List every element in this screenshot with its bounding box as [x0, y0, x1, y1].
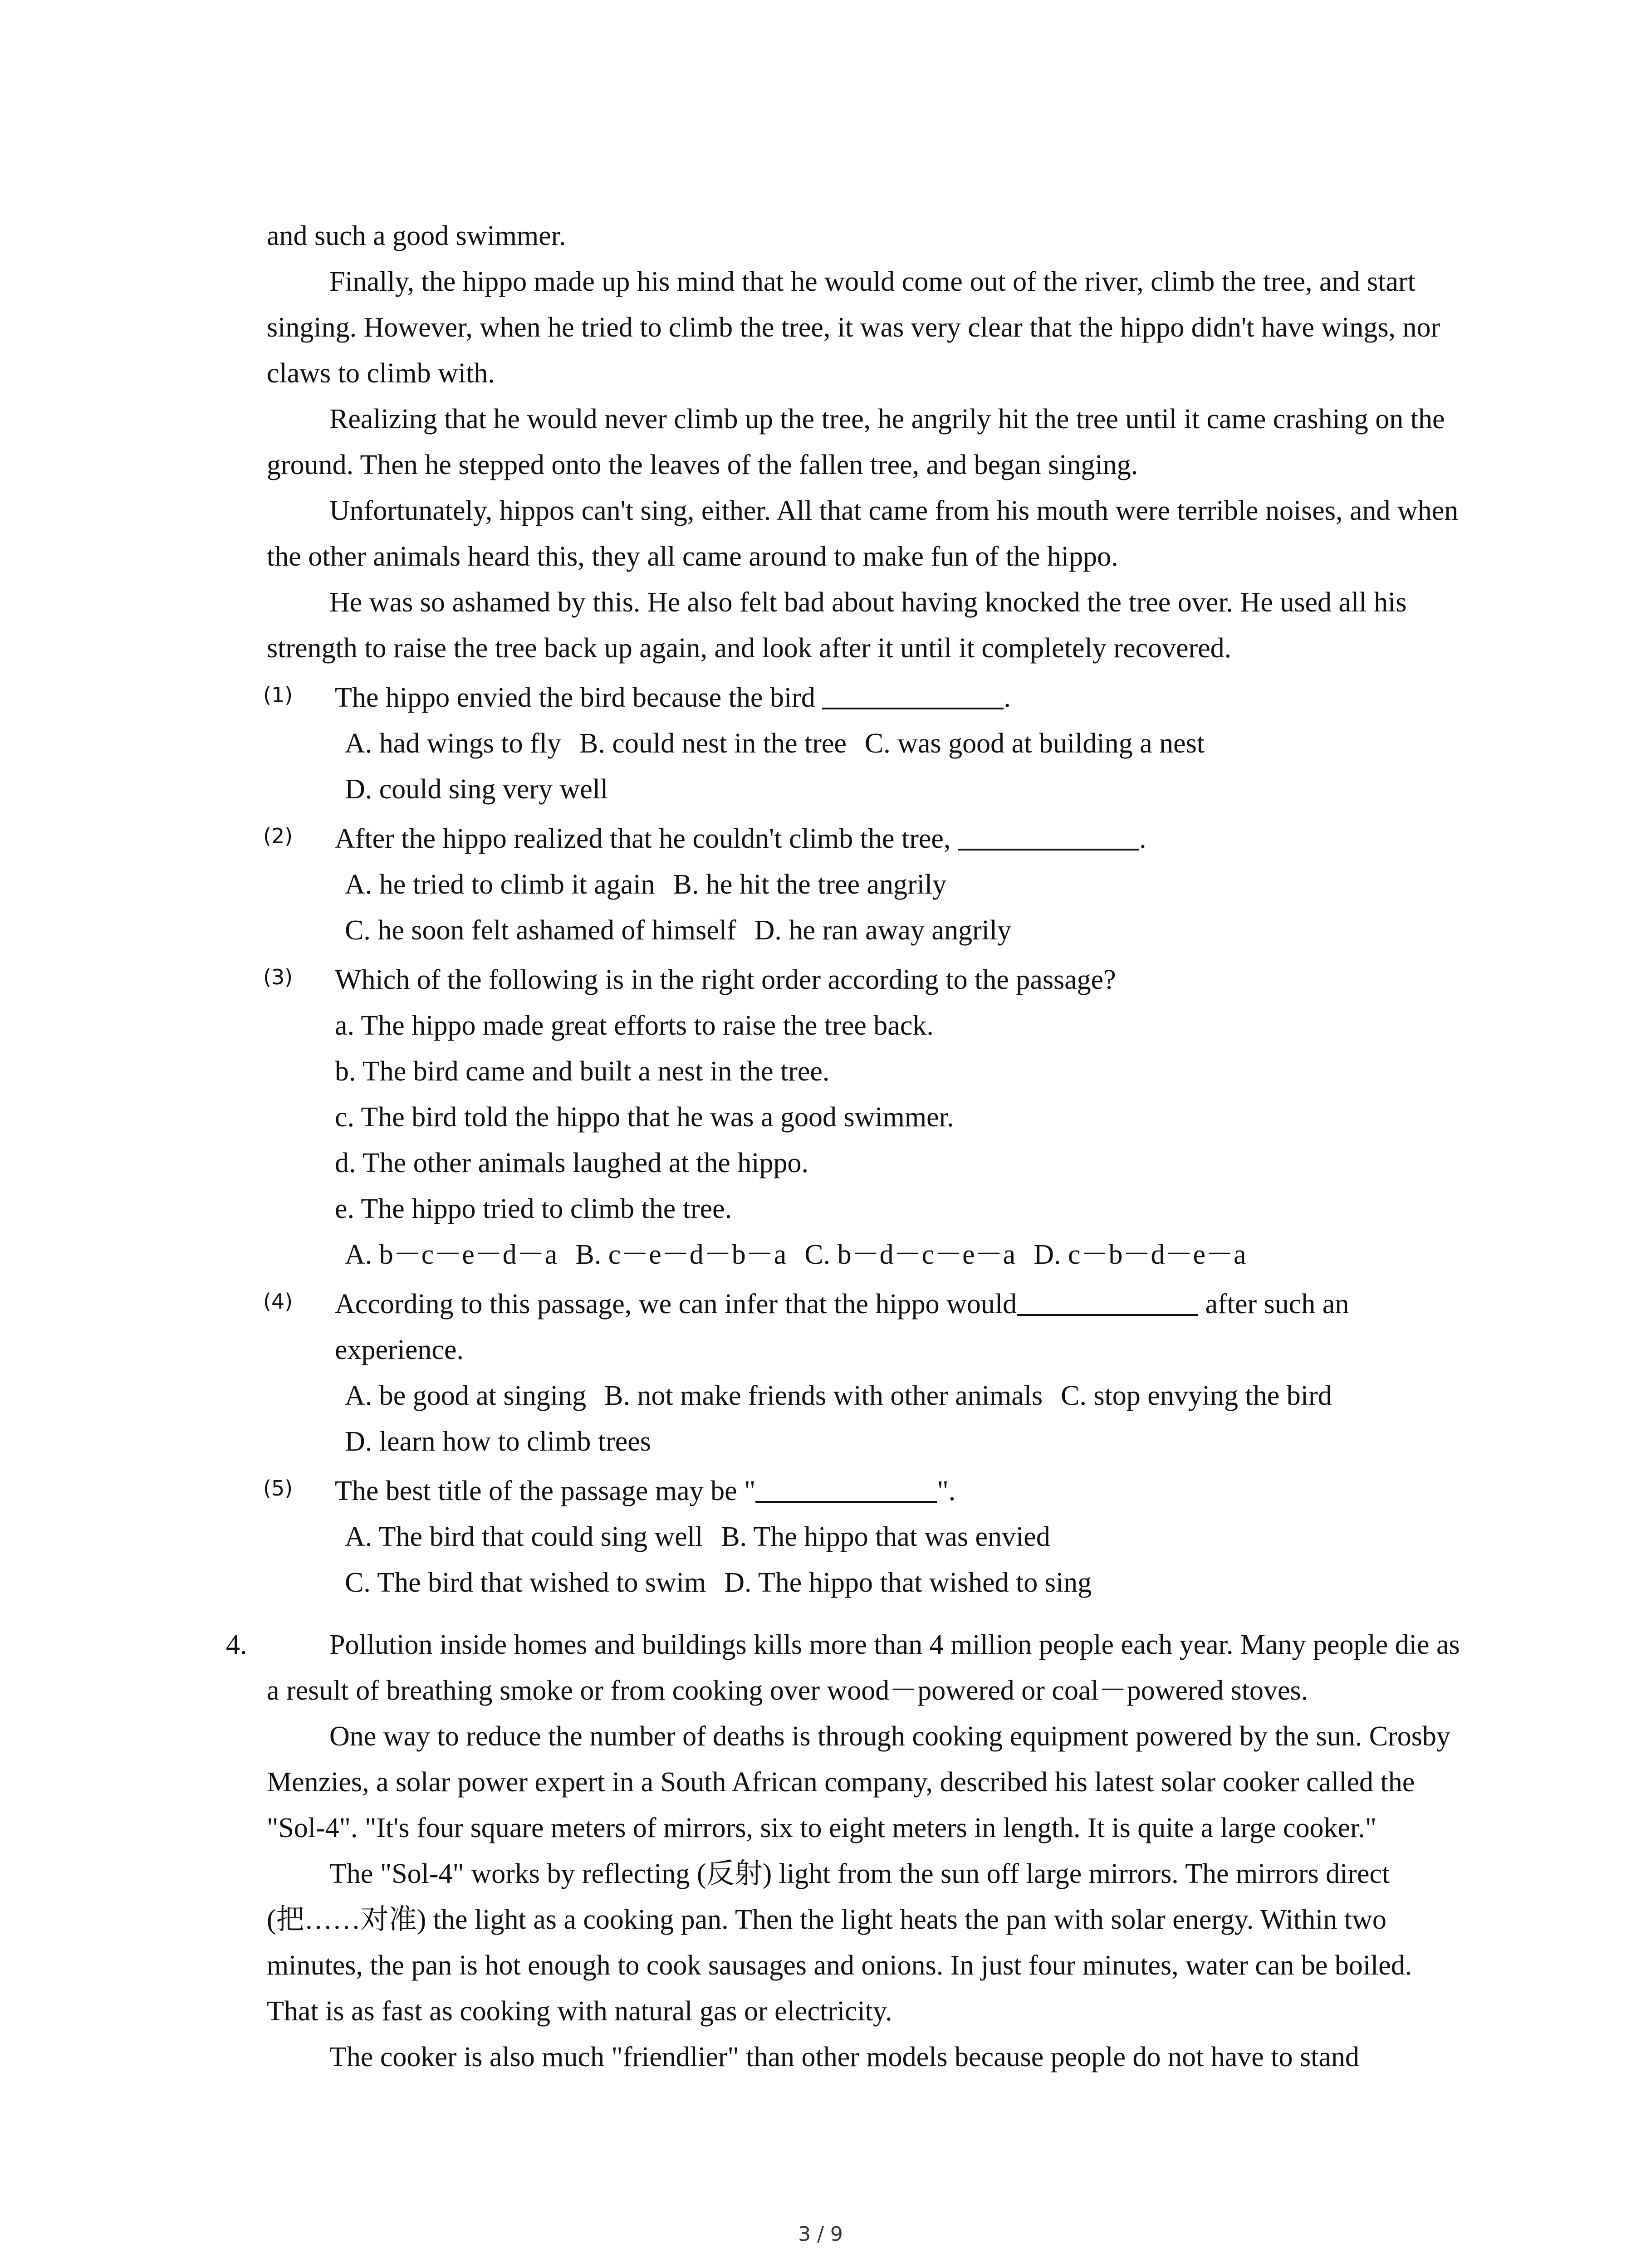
question-stem: Which of the following is in the right order according to the passage?	[335, 964, 1116, 995]
passage-paragraph: Pollution inside homes and buildings kills more than 4 million people each year. Many people die as a result of breathing smoke or from cooking over wood－powered or coal－powered stoves.	[267, 1629, 1460, 1706]
question-stem	[335, 816, 1460, 862]
option-c: C. b－d－c－e－a	[804, 1239, 1016, 1270]
question-body	[335, 957, 1460, 1278]
question-number: (2)	[263, 824, 293, 848]
stem-text: The hippo envied the bird because the bird	[335, 682, 823, 713]
question-stem	[335, 1468, 1460, 1514]
question-body	[335, 675, 1460, 812]
stem-text: According to this passage, we can infer that the hippo would	[335, 1289, 1017, 1320]
question-number: (1)	[263, 683, 293, 707]
stem-text: The best title of the passage may be "	[335, 1476, 756, 1506]
stem-text: .	[1004, 682, 1011, 713]
item-body	[267, 1622, 1460, 2080]
option-b: B. The hippo that was envied	[721, 1521, 1050, 1552]
option-c: C. was good at building a nest	[864, 728, 1205, 759]
option-a: A. he tried to climb it again	[345, 869, 655, 900]
option-line	[335, 1419, 1460, 1465]
passage-paragraph: and such a good swimmer.	[267, 220, 566, 251]
option-a: A. had wings to fly	[345, 728, 562, 759]
sub-item-b: b. The bird came and built a nest in the tree.	[335, 1056, 830, 1087]
option-b: B. not make friends with other animals	[604, 1380, 1043, 1411]
sub-item-a: a. The hippo made great efforts to raise the tree back.	[335, 1010, 934, 1041]
option-a: A. b－c－e－d－a	[345, 1239, 558, 1270]
option-a: A. be good at singing	[345, 1380, 587, 1411]
answer-blank	[822, 680, 1004, 709]
passage-paragraph: The "Sol-4" works by reflecting (反射) light from the sun off large mirrors. The mirrors direct (把……对准) the light as a cooking pan. Then the light heats the pan with solar energy. Within two minutes, the pan is hot enough to cook sausages and onions. In just four minutes, water can be boiled. That is as fast as cooking with natural gas or electricity.	[267, 1858, 1412, 2027]
passage-paragraph: Realizing that he would never climb up the tree, he angrily hit the tree until it came crashing on the ground. Then he stepped onto the leaves of the fallen tree, and began singing.	[267, 404, 1445, 480]
question-1	[263, 675, 1460, 812]
answer-blank	[755, 1474, 937, 1503]
option-line	[335, 721, 1460, 767]
option-line	[335, 767, 1460, 812]
passage-paragraph: The cooker is also much "friendlier" than other models because people do not have to stand	[329, 2042, 1359, 2072]
option-d: D. he ran away angrily	[754, 915, 1012, 946]
option-a: A. The bird that could sing well	[345, 1521, 703, 1552]
passage-paragraph: He was so ashamed by this. He also felt bad about having knocked the tree over. He used all his strength to raise the tree back up again, and look after it until it completely recovered.	[267, 587, 1407, 664]
option-line	[335, 1232, 1460, 1278]
question-stem	[335, 675, 1460, 721]
option-line	[335, 1373, 1460, 1419]
stem-text: ".	[937, 1476, 956, 1506]
option-c: C. The bird that wished to swim	[345, 1567, 706, 1598]
option-d: D. could sing very well	[345, 774, 608, 805]
sub-item-c: c. The bird told the hippo that he was a good swimmer.	[335, 1102, 954, 1133]
option-line	[335, 908, 1460, 953]
stem-text: .	[1139, 823, 1146, 854]
question-number: (5)	[263, 1476, 293, 1501]
sub-item-d: d. The other animals laughed at the hippo.	[335, 1148, 808, 1178]
question-2	[263, 816, 1460, 953]
page-content	[226, 213, 1460, 2080]
option-line	[335, 1514, 1460, 1560]
question-body	[335, 1468, 1460, 1606]
question-5	[263, 1468, 1460, 1606]
option-b: B. c－e－d－b－a	[575, 1239, 787, 1270]
passage-paragraph: Unfortunately, hippos can't sing, either. All that came from his mouth were terrible noises, and when the other animals heard this, they all came around to make fun of the hippo.	[267, 495, 1459, 572]
option-c: C. stop envying the bird	[1061, 1380, 1332, 1411]
question-number: (3)	[263, 965, 293, 989]
option-b: B. could nest in the tree	[579, 728, 847, 759]
page-number: 3 / 9	[798, 2223, 843, 2246]
question-stem	[335, 1281, 1460, 1373]
option-b: B. he hit the tree angrily	[673, 869, 947, 900]
question-body	[335, 816, 1460, 953]
option-line	[335, 862, 1460, 908]
question-body	[335, 1281, 1460, 1465]
answer-blank	[1017, 1287, 1198, 1316]
option-d: D. c－b－d－e－a	[1034, 1239, 1246, 1270]
stem-text: after such an experience.	[335, 1289, 1349, 1365]
passage-paragraph: One way to reduce the number of deaths is through cooking equipment powered by the sun. Crosby Menzies, a solar power expert in a South African company, described his latest solar cooker called the "Sol-4". "It's four square meters of mirrors, six to eight meters in length. It is quite a large cooker."	[267, 1721, 1450, 1843]
item-number: 4.	[226, 1629, 247, 1660]
option-c: C. he soon felt ashamed of himself	[345, 915, 736, 946]
answer-blank	[958, 821, 1139, 850]
option-d: D. The hippo that wished to sing	[724, 1567, 1092, 1598]
question-number: (4)	[263, 1289, 293, 1314]
reading-item-4	[226, 1622, 1460, 2080]
option-d: D. learn how to climb trees	[345, 1426, 651, 1457]
option-line	[335, 1560, 1460, 1606]
passage-paragraph: Finally, the hippo made up his mind that he would come out of the river, climb the tree, and start singing. However, when he tried to climb the tree, it was very clear that the hippo didn't have wings, nor claws to climb with.	[267, 266, 1440, 389]
question-3	[263, 957, 1460, 1278]
sub-item-e: e. The hippo tried to climb the tree.	[335, 1193, 732, 1224]
question-4	[263, 1281, 1460, 1465]
stem-text: After the hippo realized that he couldn't climb the tree,	[335, 823, 958, 854]
